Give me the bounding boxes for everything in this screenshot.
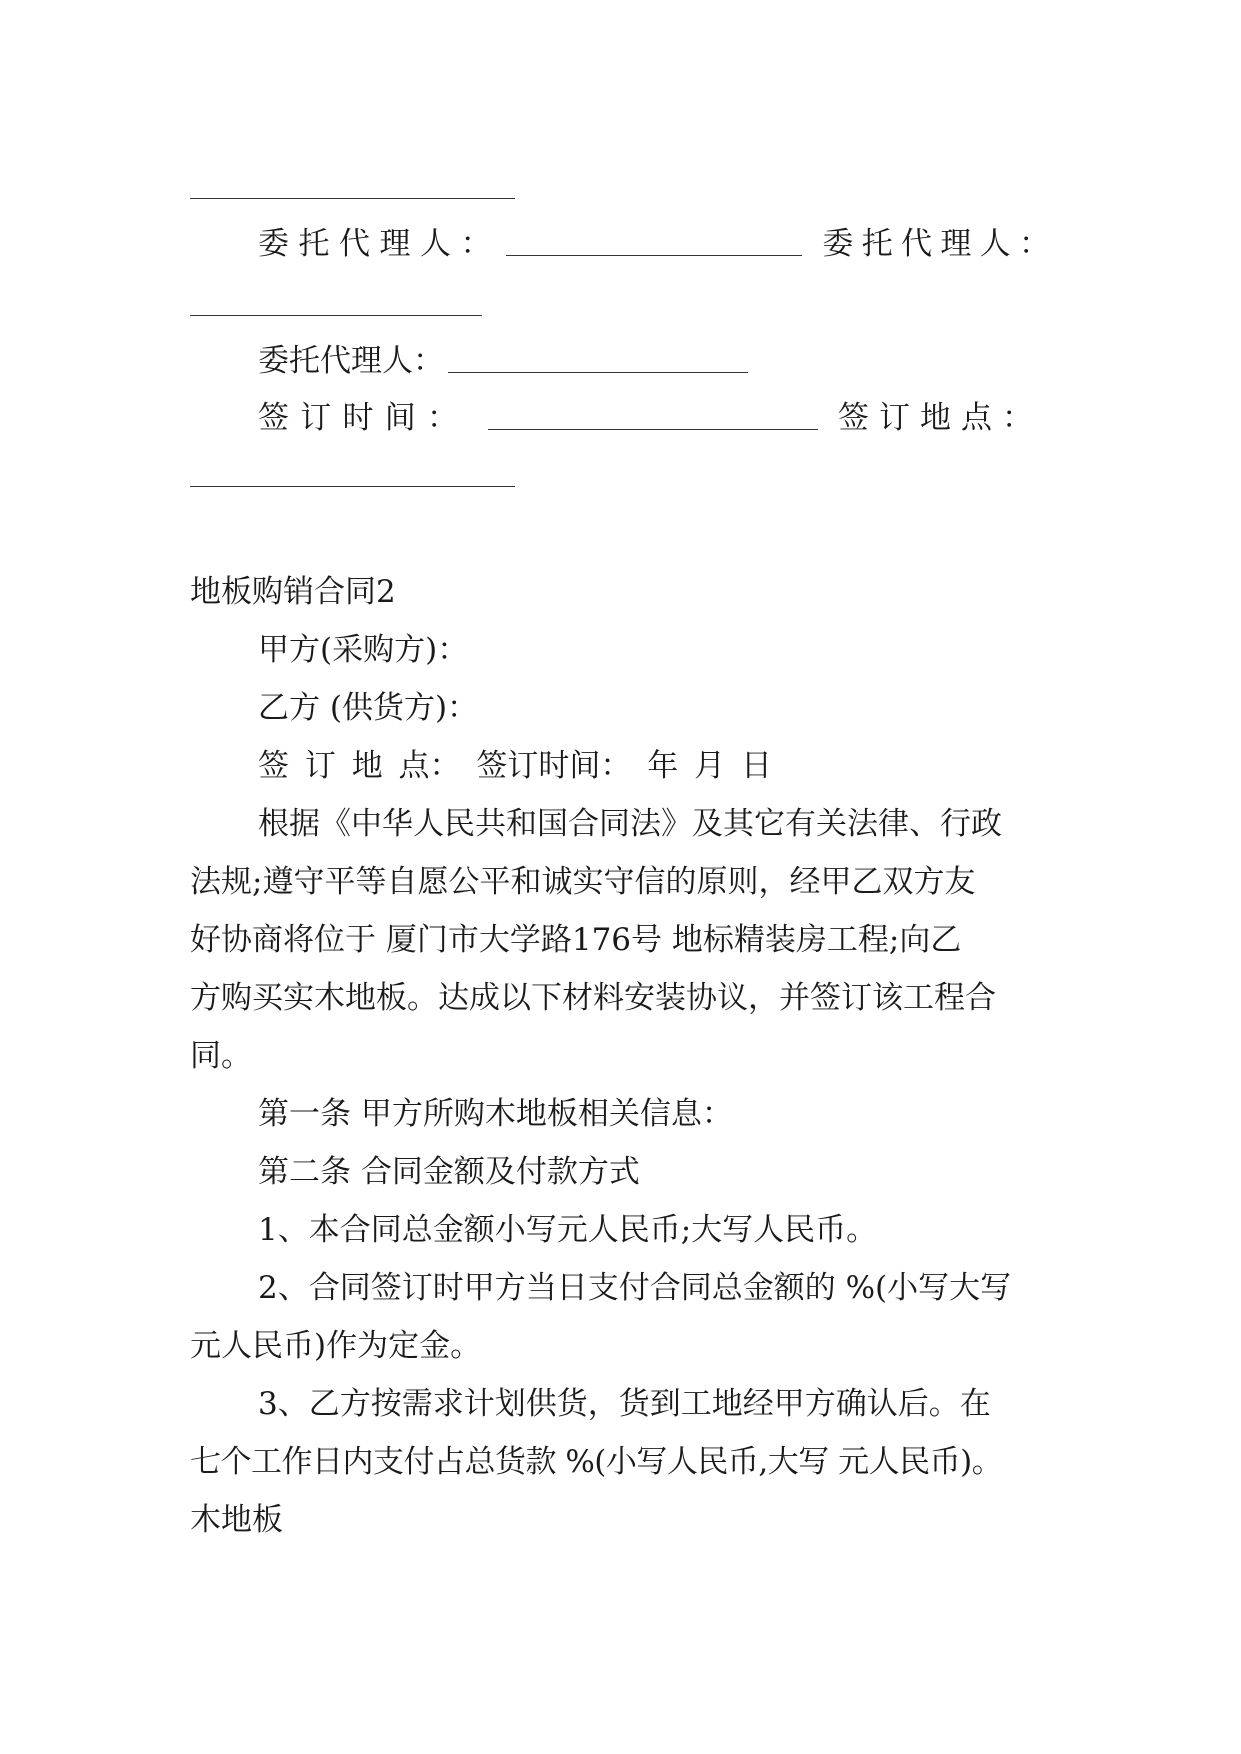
label-char: 人 xyxy=(420,226,451,262)
agent-blank xyxy=(448,350,748,373)
blank-line xyxy=(190,198,515,199)
label-char: 代 xyxy=(901,226,933,262)
label-char: ： xyxy=(1002,400,1033,436)
agent-row xyxy=(258,224,1050,264)
agent-blank-left xyxy=(506,233,803,256)
sign-row xyxy=(258,398,1050,438)
label-char: 人 xyxy=(979,226,1011,262)
sign-place-time-line: 签 订 地 点： 签订时间： 年 月 日 xyxy=(258,748,772,784)
label-char: 点 xyxy=(961,400,992,436)
preamble-line: 根据《中华人民共和国合同法》及其它有关法律、行政 xyxy=(258,806,1002,842)
clause-3-line: 3、乙方按需求计划供货，货到工地经甲方确认后。在 xyxy=(258,1386,991,1422)
label-char: 委 xyxy=(258,226,289,262)
label-char: 理 xyxy=(940,226,972,262)
label-char: 签 xyxy=(258,400,289,436)
party-b: 乙方 (供货方)： xyxy=(258,690,479,726)
label-char: 委 xyxy=(822,226,854,262)
preamble-line: 同。 xyxy=(190,1038,252,1074)
agent-row-2 xyxy=(258,341,748,381)
preamble-line: 法规;遵守平等自愿公平和诚实守信的原则，经甲乙双方友 xyxy=(190,864,976,900)
clause-2-line: 2、合同签订时甲方当日支付合同总金额的 %(小写大写 xyxy=(258,1270,1012,1306)
sign-time-blank xyxy=(488,407,818,430)
label-char: 签 xyxy=(838,400,869,436)
label-char: ： xyxy=(1018,226,1050,262)
label-char: ： xyxy=(427,400,458,436)
article-2: 第二条 合同金额及付款方式 xyxy=(258,1154,640,1190)
agent-label: 委托代理人： xyxy=(258,343,444,379)
label-char: 时 xyxy=(342,400,374,436)
clause-3-line: 七个工作日内支付占总货款 %(小写人民币,大写 元人民币)。 xyxy=(190,1444,1003,1480)
label-char: 订 xyxy=(300,400,332,436)
label-char: 托 xyxy=(298,226,330,262)
party-a: 甲方(采购方)： xyxy=(258,632,469,668)
label-char: ： xyxy=(460,226,492,262)
contract-title: 地板购销合同2 xyxy=(190,574,396,610)
clause-3-line: 木地板 xyxy=(190,1502,283,1538)
preamble-line: 方购买实木地板。达成以下材料安装协议，并签订该工程合 xyxy=(190,980,996,1016)
agent-label-right xyxy=(822,224,1050,264)
label-char: 间 xyxy=(384,400,416,436)
article-1: 第一条 甲方所购木地板相关信息： xyxy=(258,1096,733,1132)
label-char: 地 xyxy=(920,400,951,436)
blank-line xyxy=(190,315,482,316)
sign-place-label xyxy=(838,398,1033,438)
clause-2-line: 元人民币)作为定金。 xyxy=(190,1328,482,1364)
clause-1: 1、本合同总金额小写元人民币;大写人民币。 xyxy=(258,1212,878,1248)
label-char: 理 xyxy=(379,226,411,262)
label-char: 订 xyxy=(879,400,910,436)
preamble-line: 好协商将位于 厦门市大学路176号 地标精装房工程;向乙 xyxy=(190,922,962,958)
label-char: 代 xyxy=(339,226,370,262)
label-char: 托 xyxy=(861,226,893,262)
sign-time-label xyxy=(258,398,458,438)
agent-label-left xyxy=(258,224,492,264)
blank-line xyxy=(190,486,515,487)
